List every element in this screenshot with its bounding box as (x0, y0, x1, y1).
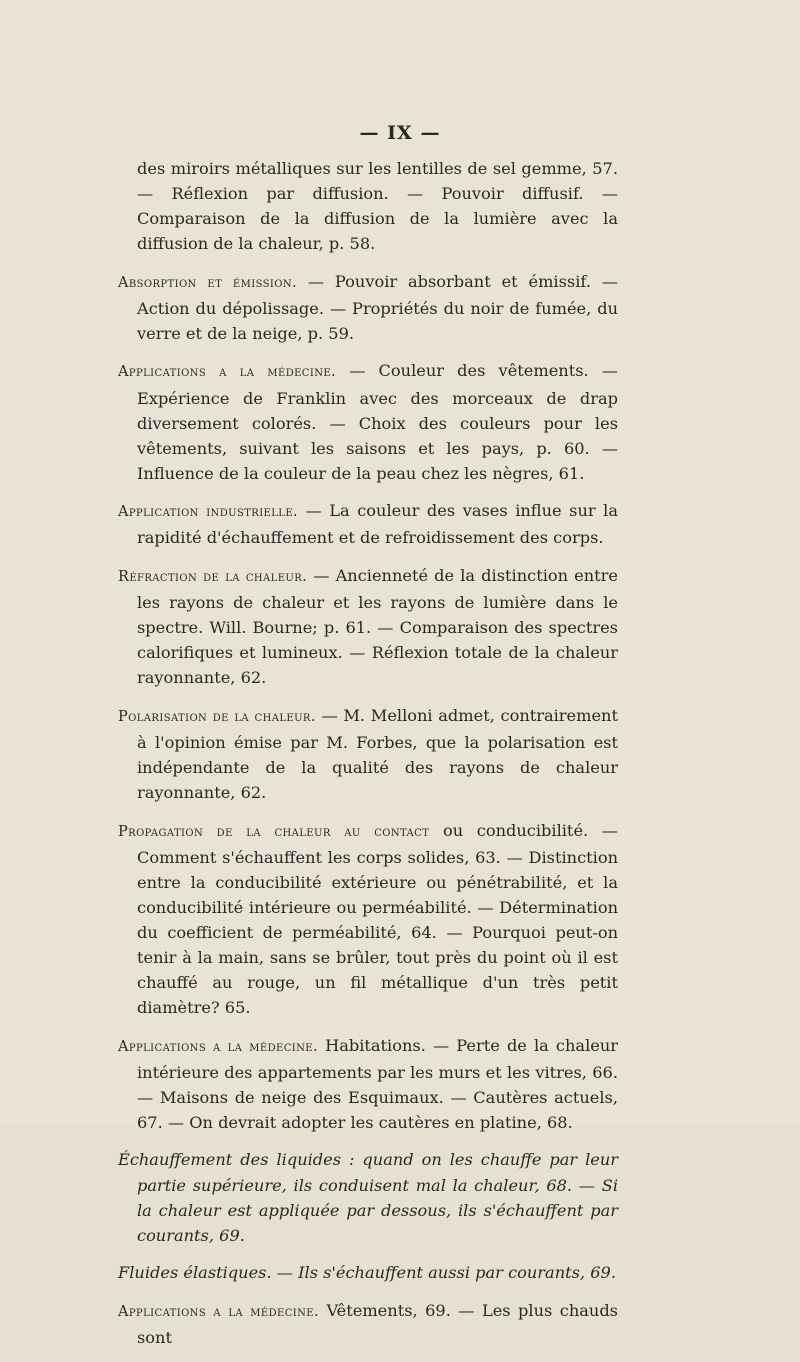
entry-body: — La couleur des vases influe sur la rapidité d'échauffement et de refroidissement des corps. (137, 501, 618, 548)
page-number (0, 122, 800, 144)
toc-entry (118, 156, 618, 256)
entry-heading: Applications a la médecine. (118, 364, 337, 381)
toc-entry (118, 818, 618, 1021)
entry-heading: Réfraction de la chaleur. (118, 568, 308, 585)
entry-heading: Absorption et émission. (118, 274, 298, 291)
entry-body: Habitations. — Perte de la chaleur intérieure des appartements par les murs et les vitres, 66. — Maisons de neige des Esquimaux. — Cautères actuels, 67. — On devrait adopter les cautères en platine, 68. (137, 1035, 618, 1132)
entry-heading: Polarisation de la chaleur. (118, 708, 316, 725)
toc-entry (118, 703, 618, 805)
entry-body: des miroirs métalliques sur les lentilles de sel gemme, 57. — Réflexion par diffusion. — Pouvoir diffusif. — Comparaison de la diffusion de la lumière avec la diffusion de la chaleur, p. 58. (137, 159, 618, 254)
entry-body: — M. Melloni admet, contrairement à l'opinion émise par M. Forbes, que la polarisation est indépendante de la qualité des rayons de chaleur rayonnante, 62. (137, 705, 618, 803)
entry-heading: Applications a la médecine. (118, 1038, 318, 1055)
toc-entry (118, 563, 618, 690)
entry-body: — Pouvoir absorbant et émissif. — Action du dépolissage. — Propriétés du noir de fumée, du verre et de la neige, p. 59. (137, 271, 618, 343)
entry-body: Échauffement des liquides : quand on les chauffe par leur partie supérieure, ils conduisent mal la chaleur, 68. — Si la chaleur est appliquée par dessous, ils s'échauffent par courants, 69. (118, 1150, 618, 1245)
table-of-contents-text (118, 156, 618, 1362)
toc-entry (118, 358, 618, 485)
toc-entry (118, 269, 618, 346)
entry-body: Vêtements, 69. — Les plus chauds sont (137, 1300, 618, 1347)
entry-body: — Ancienneté de la distinction entre les rayons de chaleur et les rayons de lumière dans le spectre. Will. Bourne; p. 61. — Comparaison des spectres calorifiques et lumineux. — Réflexion totale de la chaleur rayonnante, 62. (137, 565, 618, 688)
entry-heading: Applications a la médecine. (118, 1303, 320, 1320)
folio-dash-right: — (420, 122, 441, 144)
toc-entry (118, 498, 618, 550)
toc-entry (118, 1033, 618, 1135)
toc-entry (118, 1147, 618, 1247)
entry-body: — Couleur des vêtements. — Expérience de Franklin avec des morceaux de drap diversement colorés. — Choix des couleurs pour les vêtements, suivant les saisons et les pays, p. 60. — Influence de la couleur de la peau chez les nègres, 61. (137, 361, 618, 483)
entry-body: Fluides élastiques. — Ils s'échauffent aussi par courants, 69. (118, 1263, 616, 1283)
toc-entry (118, 1298, 618, 1350)
toc-entry (118, 1260, 618, 1285)
entry-heading: Application industrielle. (118, 504, 299, 521)
entry-body: ou conducibilité. — Comment s'échauffent les corps solides, 63. — Distinction entre la conducibilité extérieure ou pénétrabilité, et la conducibilité intérieure ou perméabilité. — Détermination du coefficient de perméabilité, 64. — Pourquoi peut-on tenir à la main, sans se brûler, tout près du point où il est chauffé au rouge, un fil métallique d'un très petit diamètre? 65. (137, 820, 618, 1018)
entry-heading: Propagation de la chaleur au contact (118, 823, 430, 840)
folio-dash-left: — (359, 122, 380, 144)
page-number-label: IX (387, 122, 413, 144)
